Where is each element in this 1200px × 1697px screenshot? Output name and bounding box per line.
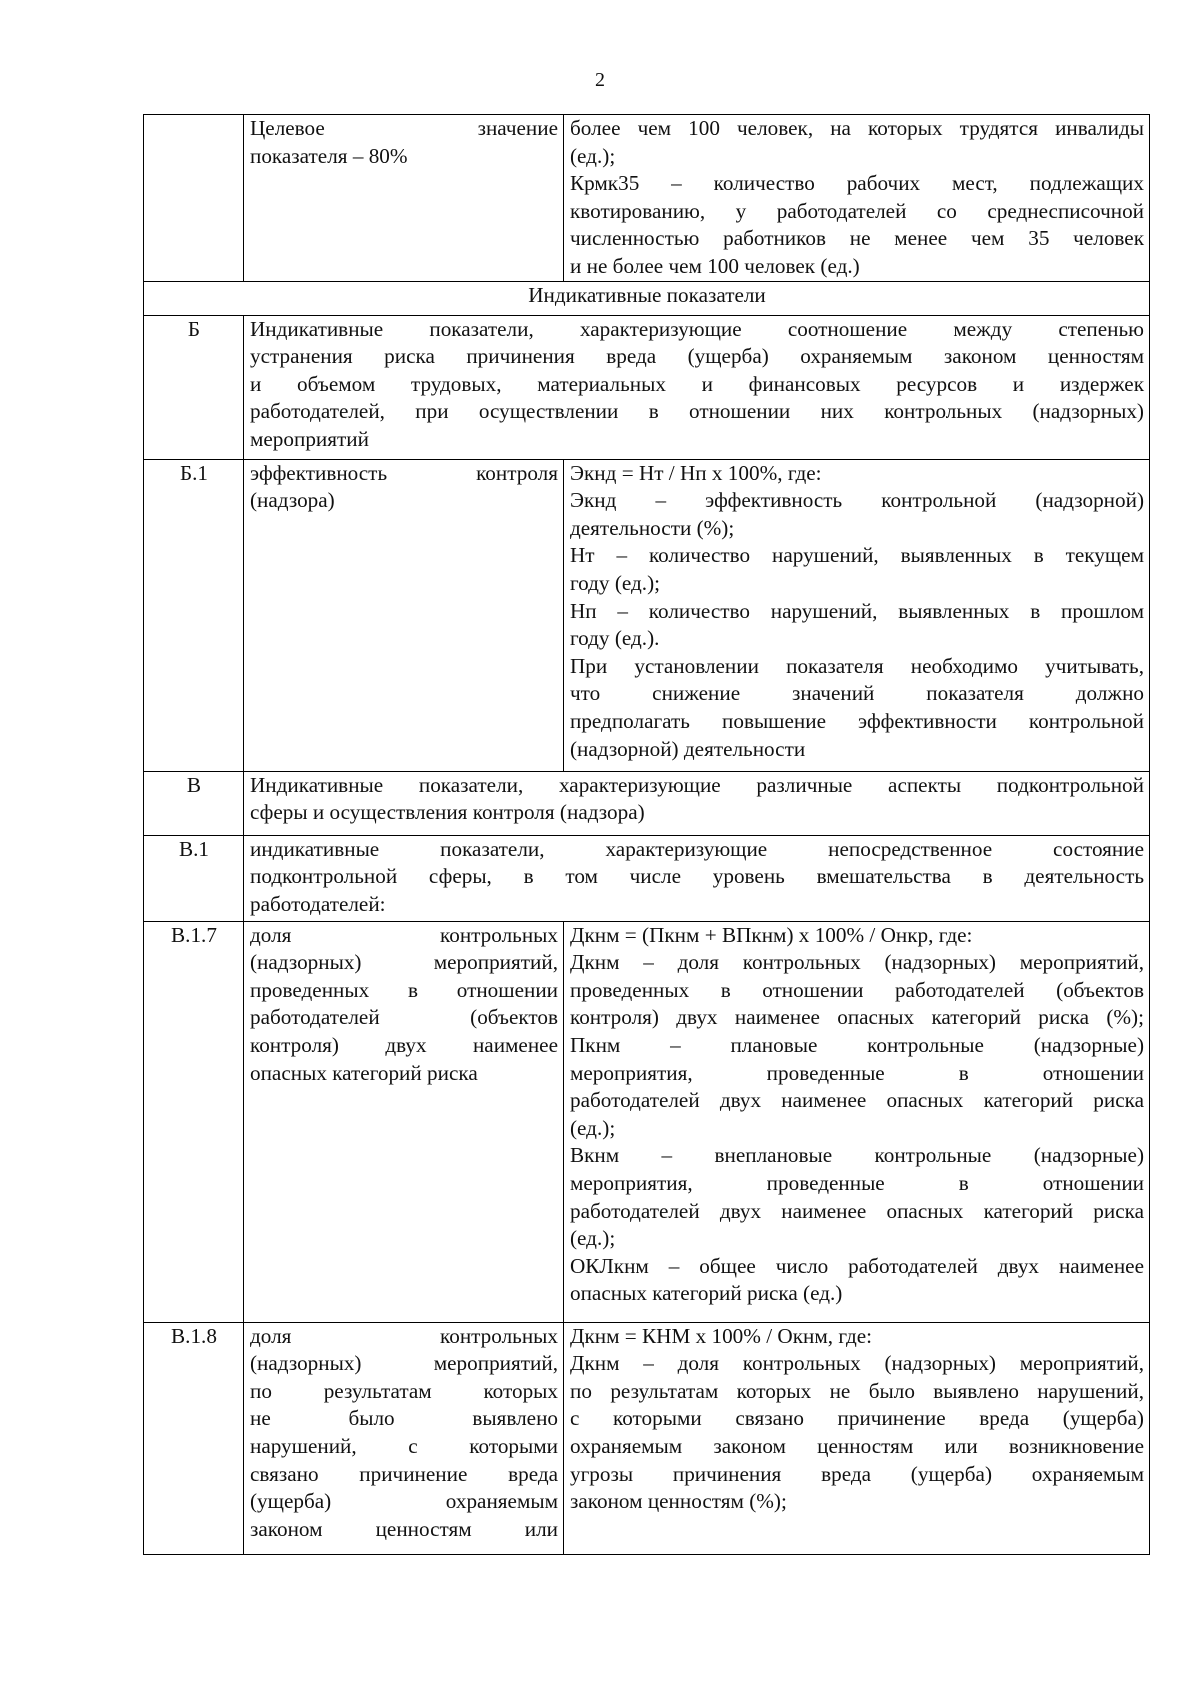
text-line: мероприятия, проведенные в отношении <box>570 1170 1144 1195</box>
text-line: сферы и осуществления контроля (надзора) <box>250 800 645 825</box>
text-line: проведенных в отношении <box>250 977 558 1002</box>
table-row <box>144 281 1150 315</box>
text-line: что снижение значений показателя должно <box>570 681 1144 706</box>
row-number: В.1.7 <box>144 921 244 1322</box>
text-line: с которыми связано причинение вреда (ущерба) <box>570 1406 1144 1431</box>
text-line: проведенных в отношении работодателей (объектов <box>570 977 1144 1002</box>
text-line: Нт – количество нарушений, выявленных в текущем <box>570 543 1144 568</box>
text-line: Вкнм – внеплановые контрольные (надзорные) <box>570 1143 1144 1168</box>
table-row <box>144 771 1150 835</box>
row-number: Б <box>144 315 244 459</box>
text-line: и не более чем 100 человек (ед.) <box>570 253 860 278</box>
text-line: и объемом трудовых, материальных и финансовых ресурсов и издержек <box>250 371 1144 396</box>
text-line: Дкнм = (Пкнм + ВПкнм) х 100% / Онкр, где: <box>570 922 973 947</box>
text-line: (ед.); <box>570 1115 616 1140</box>
text-line: мероприятия, проведенные в отношении <box>570 1060 1144 1085</box>
text-line: Индикативные показатели, характеризующие соотношение между степенью <box>250 316 1144 341</box>
text-line: (надзора) <box>250 488 335 513</box>
row-number: В <box>144 771 244 835</box>
text-line: нарушений, с которыми <box>250 1433 558 1458</box>
text-line: законом ценностям или <box>250 1516 558 1541</box>
text-line: Нп – количество нарушений, выявленных в прошлом <box>570 598 1144 623</box>
indicator-name <box>244 459 564 771</box>
row-number: В.1 <box>144 835 244 921</box>
text-line: угрозы причинения вреда (ущерба) охраняемым <box>570 1461 1144 1486</box>
table-row <box>144 315 1150 459</box>
text-line: Пкнм – плановые контрольные (надзорные) <box>570 1032 1144 1057</box>
text-line: более чем 100 человек, на которых трудятся инвалиды <box>570 116 1144 140</box>
indicator-formula <box>564 921 1150 1322</box>
text-line: работодателей: <box>250 891 386 916</box>
indicator-name <box>244 1322 564 1554</box>
text-line: (ед.); <box>570 143 616 168</box>
indicators-table <box>143 114 1150 1555</box>
text-line: предполагать повышение эффективности контрольной <box>570 708 1144 733</box>
section-header: Индикативные показатели <box>144 281 1150 315</box>
table-row <box>144 921 1150 1322</box>
text-line: Целевое значение <box>250 116 558 140</box>
text-line: Дкнм – доля контрольных (надзорных) мероприятий, <box>570 1351 1144 1376</box>
indicator-name <box>244 115 564 282</box>
text-line: по результатам которых не было выявлено нарушений, <box>570 1378 1144 1403</box>
text-line: работодателей, при осуществлении в отношении них контрольных (надзорных) <box>250 399 1144 424</box>
group-description <box>244 771 1150 835</box>
text-line: устранения риска причинения вреда (ущерба) охраняемым законом ценностям <box>250 344 1144 369</box>
text-line: (ед.); <box>570 1226 616 1251</box>
table-row <box>144 1322 1150 1554</box>
text-line: Дкнм – доля контрольных (надзорных) мероприятий, <box>570 950 1144 975</box>
table-row <box>144 115 1150 282</box>
text-line: охраняемым законом ценностям или возникновение <box>570 1433 1144 1458</box>
text-line: эффективность контроля <box>250 460 558 485</box>
text-line: связано причинение вреда <box>250 1461 558 1486</box>
text-line: (надзорной) деятельности <box>570 736 806 761</box>
text-line: Дкнм = КНМ х 100% / Окнм, где: <box>570 1323 873 1348</box>
text-line: доля контрольных <box>250 1323 558 1348</box>
text-line: контроля) двух наименее опасных категорий риска (%); <box>570 1005 1144 1030</box>
text-line: (ущерба) охраняемым <box>250 1489 558 1514</box>
text-line: работодателей двух наименее опасных категорий риска <box>570 1088 1144 1113</box>
text-line: году (ед.); <box>570 570 661 595</box>
indicator-name <box>244 921 564 1322</box>
text-line: доля контрольных <box>250 922 558 947</box>
page-number: 2 <box>595 69 605 91</box>
group-description <box>244 315 1150 459</box>
text-line: году (ед.). <box>570 626 660 651</box>
text-line: мероприятий <box>250 426 369 451</box>
text-line: При установлении показателя необходимо учитывать, <box>570 653 1144 678</box>
text-line: квотированию, у работодателей со среднесписочной <box>570 198 1144 223</box>
indicator-formula <box>564 115 1150 282</box>
text-line: показателя – 80% <box>250 143 408 168</box>
text-line: опасных категорий риска <box>250 1060 478 1085</box>
row-number: Б.1 <box>144 459 244 771</box>
table-row <box>144 459 1150 771</box>
text-line: ОКЛкнм – общее число работодателей двух наименее <box>570 1253 1144 1278</box>
text-line: опасных категорий риска (ед.) <box>570 1281 843 1306</box>
text-line: Экнд = Нт / Нп х 100%, где: <box>570 460 822 485</box>
group-description <box>244 835 1150 921</box>
text-line: не было выявлено <box>250 1406 558 1431</box>
text-line: Индикативные показатели, характеризующие различные аспекты подконтрольной <box>250 772 1144 797</box>
text-line: численностью работников не менее чем 35 человек <box>570 226 1144 251</box>
indicator-formula <box>564 1322 1150 1554</box>
table-row <box>144 835 1150 921</box>
text-line: Экнд – эффективность контрольной (надзорной) <box>570 488 1144 513</box>
text-line: законом ценностям (%); <box>570 1489 787 1514</box>
row-number: В.1.8 <box>144 1322 244 1554</box>
text-line: подконтрольной сферы, в том числе уровень вмешательства в деятельность <box>250 864 1144 889</box>
text-line: по результатам которых <box>250 1378 558 1403</box>
text-line: работодателей (объектов <box>250 1005 558 1030</box>
text-line: (надзорных) мероприятий, <box>250 950 558 975</box>
text-line: Крмк35 – количество рабочих мест, подлежащих <box>570 171 1144 196</box>
text-line: индикативные показатели, характеризующие непосредственное состояние <box>250 836 1144 861</box>
row-number <box>144 115 244 282</box>
text-line: работодателей двух наименее опасных категорий риска <box>570 1198 1144 1223</box>
text-line: контроля) двух наименее <box>250 1032 558 1057</box>
text-line: (надзорных) мероприятий, <box>250 1351 558 1376</box>
text-line: деятельности (%); <box>570 515 735 540</box>
indicator-formula <box>564 459 1150 771</box>
